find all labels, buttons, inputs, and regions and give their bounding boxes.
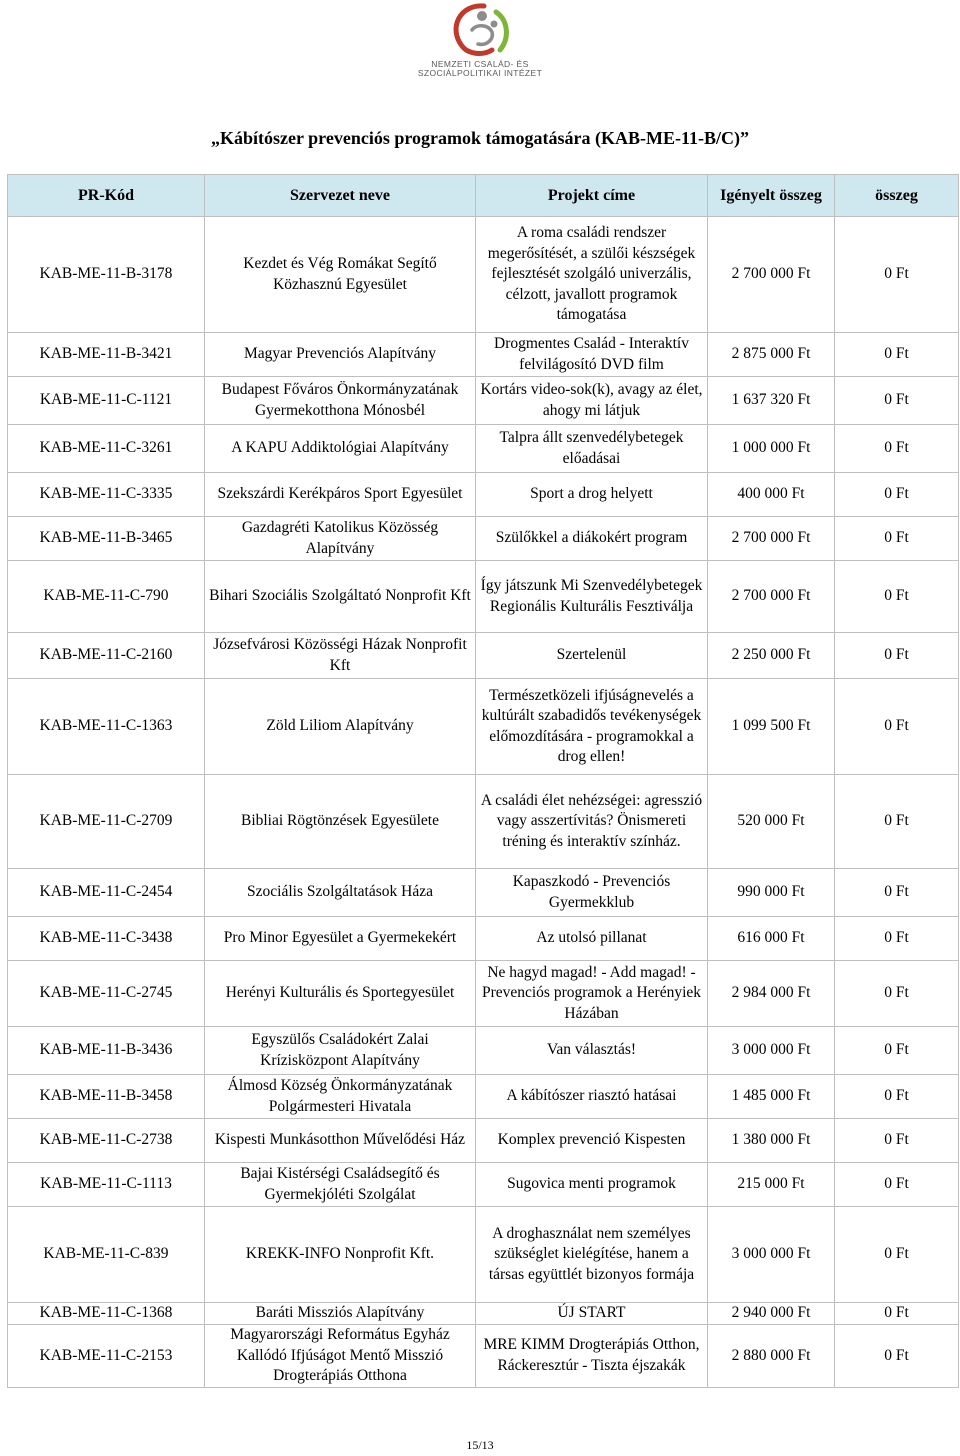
amount-cell: 0 Ft [835, 1303, 959, 1325]
amount-cell: 0 Ft [835, 917, 959, 961]
header-amount: összeg [835, 175, 959, 217]
requested-amount-cell: 2 875 000 Ft [708, 333, 835, 377]
org-name-cell: Kezdet és Vég Romákat Segítő Közhasznú Egyesület [205, 217, 476, 333]
org-name-cell: Szekszárdi Kerékpáros Sport Egyesület [205, 473, 476, 517]
table-row [8, 869, 959, 917]
table-row [8, 1119, 959, 1163]
org-name-cell: Álmosd Község Önkormányzatának Polgármesteri Hivatala [205, 1075, 476, 1119]
table-header-row [8, 175, 959, 217]
table-row [8, 561, 959, 633]
table-row [8, 1075, 959, 1119]
pr-code-cell: KAB-ME-11-C-2153 [8, 1325, 205, 1388]
project-title-cell: A kábítószer riasztó hatásai [476, 1075, 708, 1119]
requested-amount-cell: 2 984 000 Ft [708, 961, 835, 1027]
requested-amount-cell: 400 000 Ft [708, 473, 835, 517]
project-title-cell: A roma családi rendszer megerősítését, a szülői készségek fejlesztését szolgáló univerzális, célzott, javallott programok támogatása [476, 217, 708, 333]
table-row [8, 775, 959, 869]
org-name-cell: A KAPU Addiktológiai Alapítvány [205, 425, 476, 473]
requested-amount-cell: 2 940 000 Ft [708, 1303, 835, 1325]
project-title-cell: Ne hagyd magad! - Add magad! - Prevenciós programok a Herényiek Házában [476, 961, 708, 1027]
grant-table [7, 174, 959, 1388]
org-name-cell: Bihari Szociális Szolgáltató Nonprofit Kft [205, 561, 476, 633]
amount-cell: 0 Ft [835, 633, 959, 679]
amount-cell: 0 Ft [835, 869, 959, 917]
project-title-cell: Így játszunk Mi Szenvedélybetegek Regionális Kulturális Fesztiválja [476, 561, 708, 633]
project-title-cell: Kapaszkodó - Prevenciós Gyermekklub [476, 869, 708, 917]
requested-amount-cell: 1 380 000 Ft [708, 1119, 835, 1163]
pr-code-cell: KAB-ME-11-C-1113 [8, 1163, 205, 1207]
table-row [8, 1207, 959, 1303]
org-name-cell: Herényi Kulturális és Sportegyesület [205, 961, 476, 1027]
page-number: 15/13 [466, 1438, 494, 1452]
table-row [8, 633, 959, 679]
pr-code-cell: KAB-ME-11-C-839 [8, 1207, 205, 1303]
amount-cell: 0 Ft [835, 561, 959, 633]
org-name-cell: Bajai Kistérségi Családsegítő és Gyermekjóléti Szolgálat [205, 1163, 476, 1207]
pr-code-cell: KAB-ME-11-C-3261 [8, 425, 205, 473]
org-name-cell: Magyarországi Református Egyház Kallódó Ifjúságot Mentő Misszió Drogterápiás Otthona [205, 1325, 476, 1388]
project-title-cell: Sugovica menti programok [476, 1163, 708, 1207]
amount-cell: 0 Ft [835, 517, 959, 561]
table-body [8, 217, 959, 1388]
project-title-cell: A droghasználat nem személyes szükséglet kielégítése, hanem a társas együttlét bizonyos formája [476, 1207, 708, 1303]
requested-amount-cell: 2 700 000 Ft [708, 561, 835, 633]
project-title-cell: Sport a drog helyett [476, 473, 708, 517]
amount-cell: 0 Ft [835, 425, 959, 473]
table-row [8, 679, 959, 775]
table-row [8, 425, 959, 473]
requested-amount-cell: 1 485 000 Ft [708, 1075, 835, 1119]
requested-amount-cell: 1 000 000 Ft [708, 425, 835, 473]
requested-amount-cell: 990 000 Ft [708, 869, 835, 917]
requested-amount-cell: 1 099 500 Ft [708, 679, 835, 775]
amount-cell: 0 Ft [835, 1163, 959, 1207]
org-name-cell: Bibliai Rögtönzések Egyesülete [205, 775, 476, 869]
project-title-cell: Szülőkkel a diákokért program [476, 517, 708, 561]
org-name-cell: Egyszülős Családokért Zalai Krízisközpont Alapítvány [205, 1027, 476, 1075]
table-row [8, 1325, 959, 1388]
org-name-cell: Magyar Prevenciós Alapítvány [205, 333, 476, 377]
requested-amount-cell: 2 880 000 Ft [708, 1325, 835, 1388]
project-title-cell: Természetközeli ifjúságnevelés a kultúrált szabadidős tevékenységek előmozdítására - programokkal a drog ellen! [476, 679, 708, 775]
requested-amount-cell: 215 000 Ft [708, 1163, 835, 1207]
pr-code-cell: KAB-ME-11-C-2745 [8, 961, 205, 1027]
project-title-cell: Drogmentes Család - Interaktív felvilágosító DVD film [476, 333, 708, 377]
pr-code-cell: KAB-ME-11-C-1368 [8, 1303, 205, 1325]
amount-cell: 0 Ft [835, 679, 959, 775]
org-name-cell: KREKK-INFO Nonprofit Kft. [205, 1207, 476, 1303]
table-row [8, 1163, 959, 1207]
amount-cell: 0 Ft [835, 1075, 959, 1119]
document-title: „Kábítószer prevenciós programok támogatására (KAB-ME-11-B/C)” [211, 128, 749, 148]
project-title-cell: Van választás! [476, 1027, 708, 1075]
header-org-name: Szervezet neve [205, 175, 476, 217]
project-title-cell: Az utolsó pillanat [476, 917, 708, 961]
org-name-cell: Szociális Szolgáltatások Háza [205, 869, 476, 917]
table-row [8, 1027, 959, 1075]
pr-code-cell: KAB-ME-11-C-3335 [8, 473, 205, 517]
org-name-line1: NEMZETI CSALÁD- ÉS [431, 59, 529, 69]
pr-code-cell: KAB-ME-11-C-2709 [8, 775, 205, 869]
requested-amount-cell: 3 000 000 Ft [708, 1027, 835, 1075]
pr-code-cell: KAB-ME-11-C-2160 [8, 633, 205, 679]
org-name-cell: Józsefvárosi Közösségi Házak Nonprofit Kft [205, 633, 476, 679]
org-name-line2: SZOCIÁLPOLITIKAI INTÉZET [417, 68, 543, 78]
table-row [8, 217, 959, 333]
pr-code-cell: KAB-ME-11-B-3178 [8, 217, 205, 333]
project-title-cell: Szertelenül [476, 633, 708, 679]
header-project-title: Projekt címe [476, 175, 708, 217]
pr-code-cell: KAB-ME-11-C-2454 [8, 869, 205, 917]
org-name-cell: Pro Minor Egyesület a Gyermekekért [205, 917, 476, 961]
amount-cell: 0 Ft [835, 377, 959, 425]
requested-amount-cell: 3 000 000 Ft [708, 1207, 835, 1303]
amount-cell: 0 Ft [835, 1119, 959, 1163]
project-title-cell: MRE KIMM Drogterápiás Otthon, Ráckeresztúr - Tiszta éjszakák [476, 1325, 708, 1388]
amount-cell: 0 Ft [835, 217, 959, 333]
amount-cell: 0 Ft [835, 473, 959, 517]
header-requested-amount: Igényelt összeg [708, 175, 835, 217]
header-pr-code: PR-Kód [8, 175, 205, 217]
pr-code-cell: KAB-ME-11-B-3436 [8, 1027, 205, 1075]
amount-cell: 0 Ft [835, 1027, 959, 1075]
pr-code-cell: KAB-ME-11-C-790 [8, 561, 205, 633]
requested-amount-cell: 616 000 Ft [708, 917, 835, 961]
org-name-cell: Baráti Missziós Alapítvány [205, 1303, 476, 1325]
org-name-cell: Zöld Liliom Alapítvány [205, 679, 476, 775]
pr-code-cell: KAB-ME-11-C-1363 [8, 679, 205, 775]
requested-amount-cell: 1 637 320 Ft [708, 377, 835, 425]
requested-amount-cell: 520 000 Ft [708, 775, 835, 869]
pr-code-cell: KAB-ME-11-B-3458 [8, 1075, 205, 1119]
table-row [8, 333, 959, 377]
pr-code-cell: KAB-ME-11-C-3438 [8, 917, 205, 961]
requested-amount-cell: 2 250 000 Ft [708, 633, 835, 679]
amount-cell: 0 Ft [835, 1207, 959, 1303]
project-title-cell: A családi élet nehézségei: agresszió vagy asszertívitás? Önismereti tréning és interaktív színház. [476, 775, 708, 869]
org-name-cell: Kispesti Munkásotthon Művelődési Ház [205, 1119, 476, 1163]
amount-cell: 0 Ft [835, 775, 959, 869]
amount-cell: 0 Ft [835, 333, 959, 377]
pr-code-cell: KAB-ME-11-B-3421 [8, 333, 205, 377]
requested-amount-cell: 2 700 000 Ft [708, 217, 835, 333]
table-row [8, 917, 959, 961]
institute-logo [380, 0, 580, 85]
project-title-cell: ÚJ START [476, 1303, 708, 1325]
table-row [8, 1303, 959, 1325]
amount-cell: 0 Ft [835, 961, 959, 1027]
amount-cell: 0 Ft [835, 1325, 959, 1388]
project-title-cell: Talpra állt szenvedélybetegek előadásai [476, 425, 708, 473]
family-logo-icon [438, 0, 522, 60]
table-row [8, 473, 959, 517]
project-title-cell: Komplex prevenció Kispesten [476, 1119, 708, 1163]
org-name-cell: Budapest Főváros Önkormányzatának Gyermekotthona Mónosbél [205, 377, 476, 425]
table-row [8, 961, 959, 1027]
table-row [8, 377, 959, 425]
requested-amount-cell: 2 700 000 Ft [708, 517, 835, 561]
pr-code-cell: KAB-ME-11-C-1121 [8, 377, 205, 425]
pr-code-cell: KAB-ME-11-C-2738 [8, 1119, 205, 1163]
project-title-cell: Kortárs video-sok(k), avagy az élet, ahogy mi látjuk [476, 377, 708, 425]
org-name-cell: Gazdagréti Katolikus Közösség Alapítvány [205, 517, 476, 561]
pr-code-cell: KAB-ME-11-B-3465 [8, 517, 205, 561]
table-row [8, 517, 959, 561]
